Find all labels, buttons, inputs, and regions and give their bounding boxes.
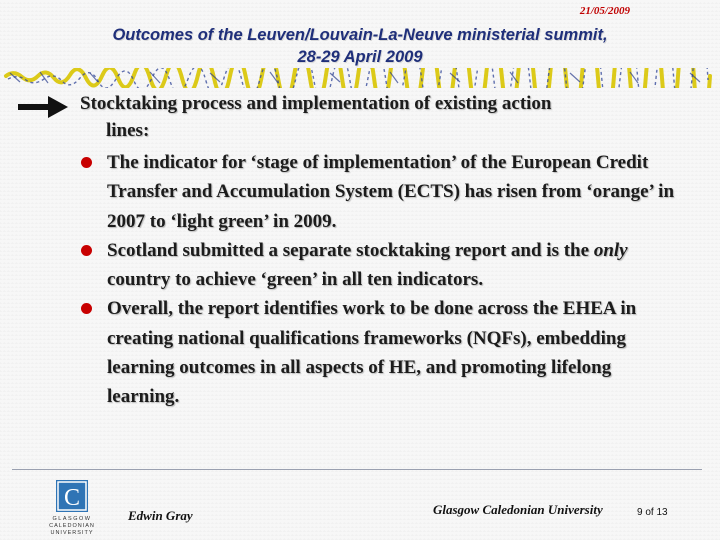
glasgow-caledonian-logo: [44, 478, 102, 536]
logo-letter: C: [63, 485, 81, 511]
lead-line-1: Stocktaking process and implementation of existing action: [80, 93, 552, 114]
bullet-text-emphasis: only: [593, 239, 628, 261]
footer-author: Edwin Gray: [128, 508, 193, 523]
bullet-dot-icon: [81, 303, 92, 314]
footer-university: Glasgow Caledonian University: [433, 502, 603, 517]
bullet-text-after: country to achieve ‘green’ in all ten indicators.: [107, 269, 484, 291]
decorative-squiggle-divider: [0, 68, 720, 88]
page-number: 9 of 13: [637, 507, 668, 518]
slide-title: [0, 24, 720, 68]
bullet-text: The indicator for ‘stage of implementation’ of the European Credit Transfer and Accumulation System (ECTS) has risen from ‘orange’ in 2007 to ‘light green’ in 2009.: [107, 152, 675, 232]
bullet-item: [78, 148, 688, 236]
bullet-text-before: Scotland submitted a separate stocktaking report and is the: [107, 239, 594, 261]
bullet-item: [78, 294, 688, 411]
lead-line-2: lines:: [106, 120, 150, 141]
right-arrow-icon: [18, 96, 68, 118]
bullet-list: [78, 148, 688, 412]
logo-text-3: UNIVERSITY: [50, 530, 94, 536]
title-line-2: 28-29 April 2009: [297, 48, 423, 66]
lead-statement: [80, 90, 650, 144]
bullet-dot-icon: [81, 157, 92, 168]
logo-text-1: GLASGOW: [52, 516, 92, 522]
bullet-dot-icon: [81, 245, 92, 256]
title-line-1: Outcomes of the Leuven/Louvain-La-Neuve ministerial summit,: [112, 26, 608, 44]
footer-divider: [12, 469, 702, 470]
bullet-text: Overall, the report identifies work to be done across the EHEA in creating national qualifications frameworks (NQFs), embedding learning outcomes in all aspects of HE, and promoting lifelong learning.: [107, 298, 637, 408]
slide-date: 21/05/2009: [579, 5, 630, 17]
logo-text-2: CALEDONIAN: [49, 523, 95, 529]
bullet-item: [78, 236, 688, 295]
